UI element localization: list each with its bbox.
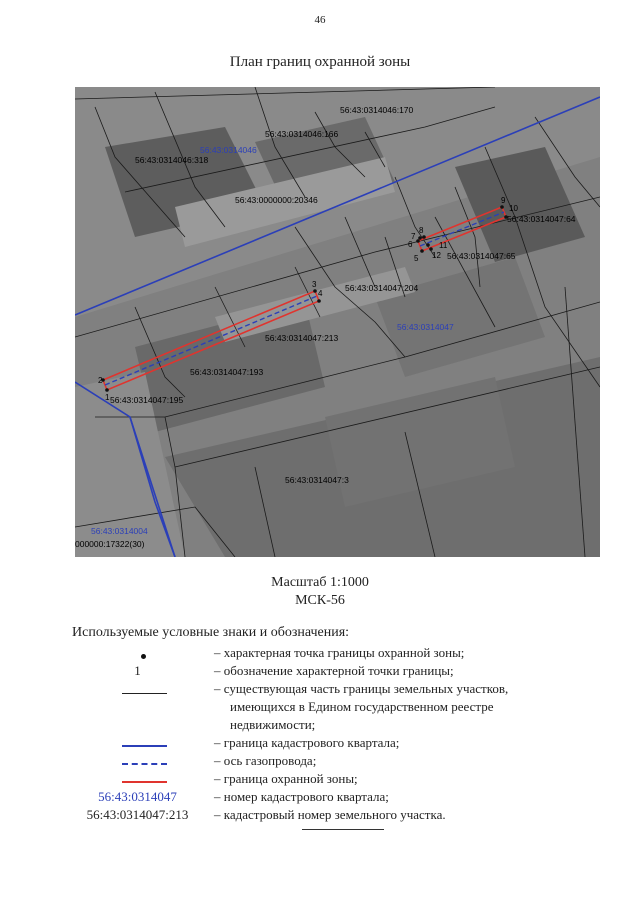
coordinate-system-text: МСК-56 — [295, 593, 345, 608]
page-number: 46 — [314, 14, 326, 26]
legend-text: – кадастровый номер земельного участка. — [214, 807, 446, 822]
legend-row-point — [0, 645, 640, 663]
point-label: 7 — [411, 232, 416, 241]
legend-row-protection-zone — [0, 771, 640, 789]
parcel-label: 56:43:0314047:213 — [265, 333, 339, 343]
legend-text: – номер кадастрового квартала; — [214, 789, 389, 804]
point-label: 10 — [509, 204, 518, 213]
point-label: 1 — [105, 393, 110, 402]
cadastral-map — [75, 87, 600, 557]
point-label: 4 — [318, 289, 323, 298]
scale-text: Масштаб 1:1000 — [271, 575, 369, 590]
quarter-label: 56:43:0314046 — [200, 145, 257, 155]
point-label: 6 — [408, 240, 413, 249]
legend-text: – граница кадастрового квартала; — [214, 735, 400, 750]
point-marker-icon — [141, 654, 146, 659]
parcel-boundary-line-icon — [122, 693, 167, 694]
parcel-label: 56:43:0314047:195 — [110, 395, 184, 405]
parcel-label: 56:43:0314046:166 — [265, 129, 339, 139]
point-label: 8 — [419, 226, 424, 235]
legend-point-number-sample: 1 — [134, 663, 141, 678]
quarter-label: 56:43:0314004 — [91, 526, 148, 536]
point-label: 9 — [501, 196, 506, 205]
plan-title: План границ охранной зоны — [229, 54, 411, 70]
legend-row-continuation — [0, 699, 640, 717]
point-label: 11 — [439, 241, 448, 250]
point-label: 5 — [414, 254, 419, 263]
legend-row-gas-axis — [0, 753, 640, 771]
legend-text: недвижимости; — [230, 717, 316, 732]
legend-row-continuation — [0, 717, 640, 735]
parcel-label: 56:43:0314047:3 — [285, 475, 349, 485]
point-label: 12 — [432, 251, 441, 260]
legend-quarter-number-sample: 56:43:0314047 — [98, 789, 177, 804]
protection-zone-line-icon — [122, 781, 167, 783]
legend-text: – характерная точка границы охранной зоны; — [214, 645, 465, 660]
legend-text: – ось газопровода; — [214, 753, 317, 768]
point-label: 2 — [98, 376, 103, 385]
parcel-label: 56:43:0314047:204 — [345, 283, 419, 293]
legend-row-parcel-boundary — [0, 681, 640, 699]
parcel-label: 000000:17322(30) — [75, 539, 145, 549]
parcel-label: 56:43:0000000:20346 — [235, 195, 318, 205]
legend-text: – обозначение характерной точки границы; — [214, 663, 454, 678]
quarter-label: 56:43:0314047 — [397, 322, 454, 332]
gas-axis-line-icon — [122, 763, 167, 765]
legend-text: – граница охранной зоны; — [214, 771, 358, 786]
legend-row-quarter-boundary — [0, 735, 640, 753]
legend-row-parcel-number — [0, 807, 640, 825]
legend-parcel-number-sample: 56:43:0314047:213 — [86, 807, 189, 822]
parcel-label: 56:43:0314046:318 — [135, 155, 209, 165]
quarter-boundary-line-icon — [122, 745, 167, 747]
legend-text: – существующая часть границы земельных участков, — [214, 681, 509, 696]
end-divider — [302, 829, 384, 830]
legend-text: имеющихся в Едином государственном реестре — [230, 699, 494, 714]
scale-block — [0, 574, 640, 610]
legend-row-quarter-number — [0, 789, 640, 807]
parcel-label: 56:43:0314047:64 — [507, 214, 576, 224]
legend-heading: Используемые условные знаки и обозначения: — [72, 625, 350, 640]
parcel-label: 56:43:0314046:170 — [340, 105, 414, 115]
legend-row-point-label — [0, 663, 640, 681]
parcel-label: 56:43:0314047:65 — [447, 251, 516, 261]
parcel-label: 56:43:0314047:193 — [190, 367, 264, 377]
point-label: 3 — [312, 280, 317, 289]
